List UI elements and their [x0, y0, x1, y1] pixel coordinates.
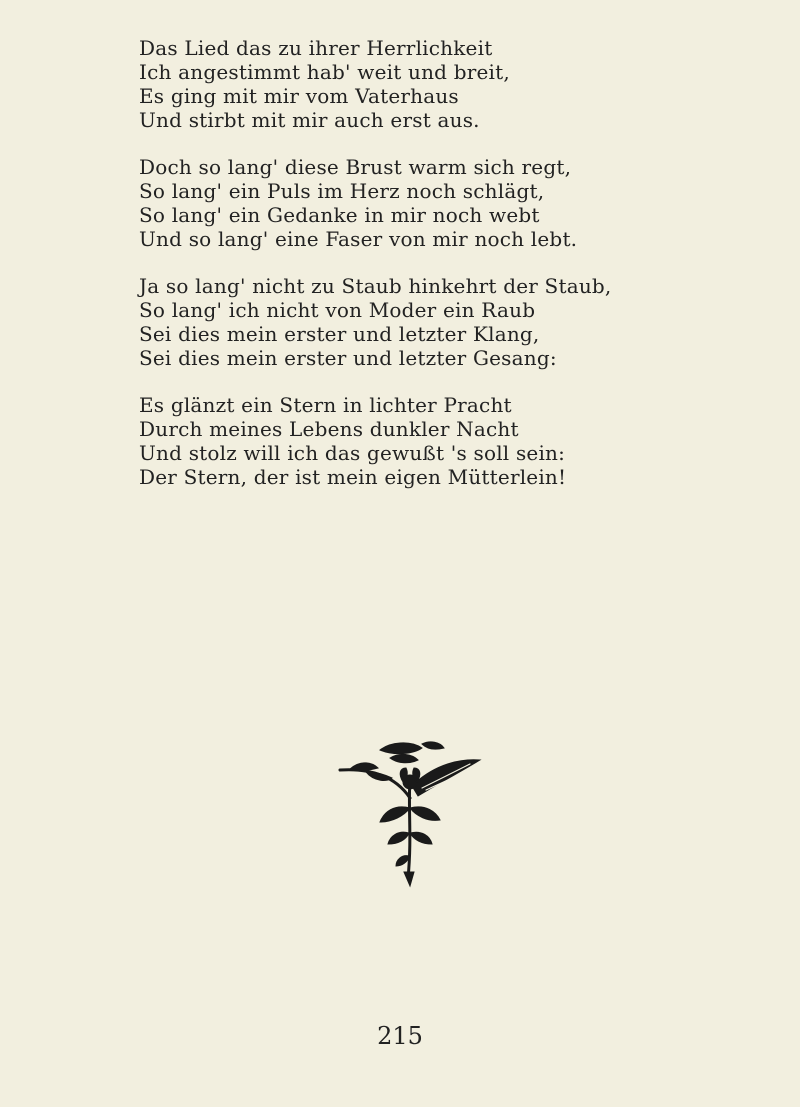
- stanza-2: [139, 155, 719, 251]
- stanza-3: [139, 274, 719, 370]
- poem-line: Sei dies mein erster und letzter Gesang:: [139, 346, 557, 370]
- poem-line: Das Lied das zu ihrer Herrlichkeit: [139, 36, 493, 60]
- poem-line: Und so lang' eine Faser von mir noch lebt.: [139, 227, 578, 251]
- poem-line: Und stolz will ich das gewußt 's soll sein:: [139, 441, 566, 465]
- page-number: 215: [377, 1022, 423, 1050]
- stanza-1: [139, 36, 719, 132]
- poem-line: So lang' ein Gedanke in mir noch webt: [139, 203, 540, 227]
- poem-line: Es ging mit mir vom Vaterhaus: [139, 84, 459, 108]
- poem-line: Doch so lang' diese Brust warm sich regt,: [139, 155, 572, 179]
- poem-line: Ja so lang' nicht zu Staub hinkehrt der Staub,: [139, 274, 612, 298]
- poem-line: Durch meines Lebens dunkler Nacht: [139, 417, 519, 441]
- floral-vignette-icon: [330, 738, 490, 888]
- poem-line: So lang' ich nicht von Moder ein Raub: [139, 298, 536, 322]
- poem-line: Ich angestimmt hab' weit und breit,: [139, 60, 510, 84]
- poem-line: So lang' ein Puls im Herz noch schlägt,: [139, 179, 545, 203]
- poem-line: Es glänzt ein Stern in lichter Pracht: [139, 393, 512, 417]
- poem-line: Und stirbt mit mir auch erst aus.: [139, 108, 480, 132]
- poem-line: Der Stern, der ist mein eigen Mütterlein!: [139, 465, 567, 489]
- floral-vignette-svg: [330, 738, 490, 888]
- poem-line: Sei dies mein erster und letzter Klang,: [139, 322, 540, 346]
- stanza-4: [139, 393, 719, 489]
- poem: [139, 36, 719, 512]
